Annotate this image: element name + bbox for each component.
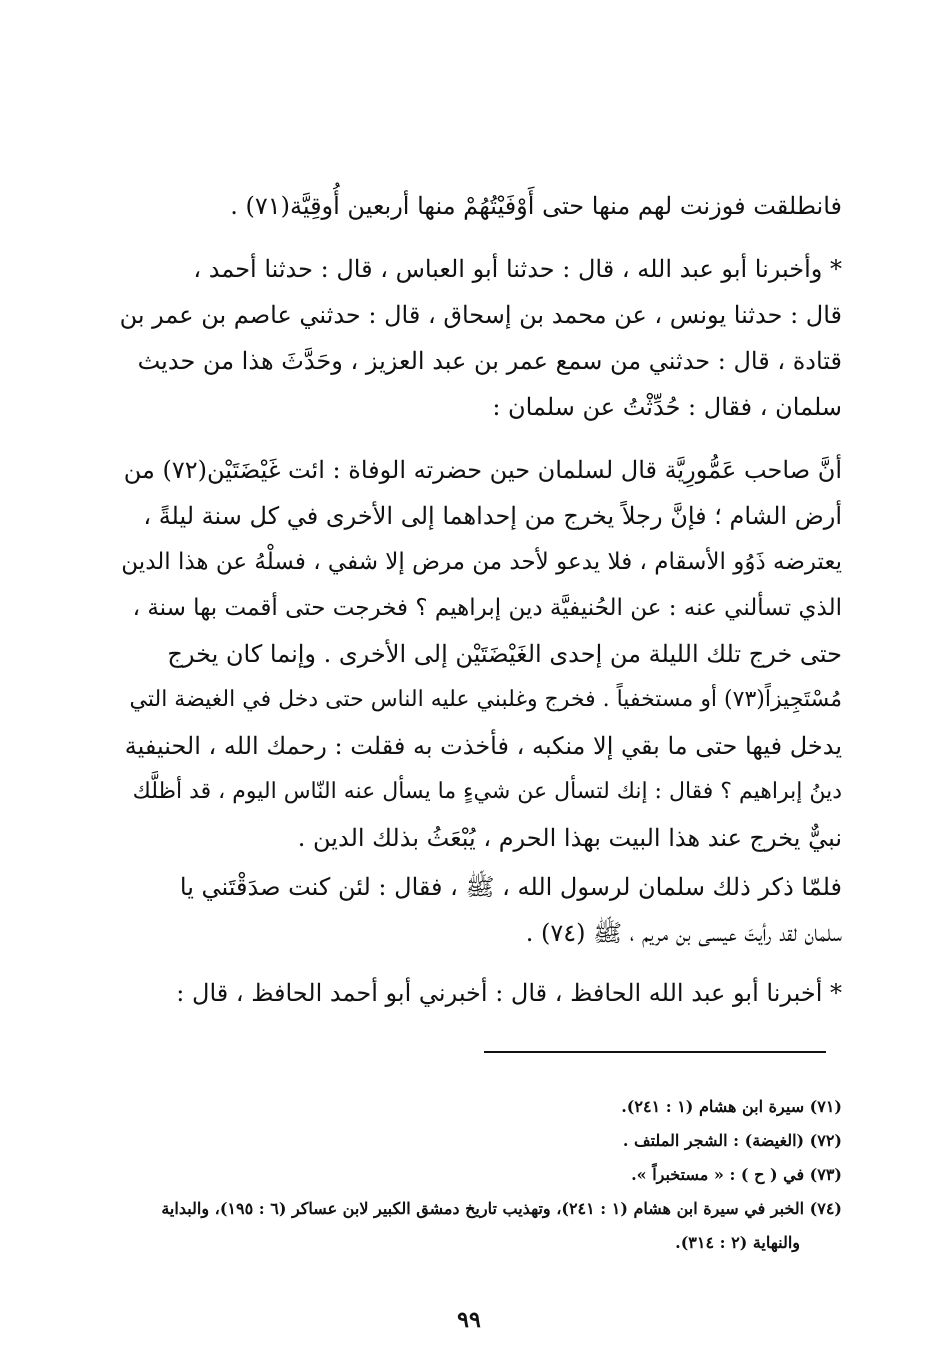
paragraph-4: [120, 864, 842, 956]
paragraph-1: [120, 183, 842, 229]
text-line: يدخل فيها حتى ما بقي إلا منكبه ، فأخذت به فقلت : رحمك الله ، الحنيفية: [124, 732, 842, 760]
text-line: * أخبرنا أبو عبد الله الحافظ ، قال : أخبرني أبو أحمد الحافظ ، قال :: [176, 979, 842, 1007]
footnote-74: (٧٤) الخبر في سيرة ابن هشام (١ : ٢٤١)، وتهذيب تاريخ دمشق الكبير لابن عساكر (٦ : ١٩٥)، والبداية: [161, 1199, 842, 1218]
text-line: * وأخبرنا أبو عبد الله ، قال : حدثنا أبو العباس ، قال : حدثنا أحمد ،: [193, 255, 842, 283]
footnote-72: (٧٢) (الغيضة) : الشجر الملتف .: [622, 1131, 842, 1150]
text-line: الذي تسألني عنه : عن الحُنيفيَّة دين إبراهيم ؟ فخرجت حتى أقمت بها سنة ،: [132, 595, 842, 621]
text-line: فلمّا ذكر ذلك سلمان لرسول الله ، ﷺ ، فقال : لئن كنت صدَقْتَني يا: [179, 873, 842, 901]
text-line: نبيٌّ يخرج عند هذا البيت بهذا الحرم ، يُبْعَثُ بذلك الدين .: [297, 824, 842, 852]
text-line: مُسْتَجِيزاً(٧٣) أو مستخفياً . فخرج وغلبني عليه الناس حتى دخل في الغيضة التي: [129, 687, 842, 712]
paragraph-3: [120, 447, 842, 861]
footnote-71: (٧١) سيرة ابن هشام (١ : ٢٤١).: [621, 1097, 842, 1116]
text-line: قال : حدثنا يونس ، عن محمد بن إسحاق ، قال : حدثني عاصم بن عمر بن: [119, 301, 842, 329]
text-line: فانطلقت فوزنت لهم منها حتى أَوْفَيْتُهُمْ منها أربعين أُوقِيَّة(٧١) .: [230, 192, 842, 220]
text-line: أرض الشام ؛ فإنَّ رجلاً يخرج من إحداهما إلى الأخرى في كل سنة ليلةً ،: [143, 502, 842, 530]
footnote-separator: [484, 1051, 826, 1053]
page-number: ٩٩: [457, 1307, 481, 1333]
text-line: أنَّ صاحب عَمُّورِيَّة قال لسلمان حين حضرته الوفاة : ائت غَيْضَتَيْن(٧٢) من: [123, 456, 842, 484]
footnote-73: (٧٣) في ( ح ) : « مستخبراً ».: [631, 1165, 842, 1184]
text-line: حتى خرج تلك الليلة من إحدى الغَيْضَتَيْن إلى الأخرى . وإنما كان يخرج: [167, 640, 842, 668]
footnote-74-continued: والنهاية (٢ : ٣١٤).: [675, 1233, 800, 1252]
text-line: قتادة ، قال : حدثني من سمع عمر بن عبد العزيز ، وحَدَّثَ هذا من حديث: [137, 347, 842, 375]
text-line: يعترضه ذَوُو الأسقام ، فلا يدعو لأحد من مرض إلا شفي ، فسلْهُ عن هذا الدين: [121, 549, 842, 575]
paragraph-5: [120, 970, 842, 1016]
text-line: دينُ إبراهيم ؟ فقال : إنك لتسأل عن شيءٍ ما يسأل عنه النّاس اليوم ، قد أظلَّك: [132, 779, 842, 804]
paragraph-2: [120, 246, 842, 430]
text-line: سلمان ، فقال : حُدِّثْتُ عن سلمان :: [492, 393, 842, 421]
text-line: سلمان لقد رأيتَ عيسى بن مريم ، ﷺ (٧٤) .: [525, 919, 842, 947]
footnotes: [114, 1090, 842, 1260]
